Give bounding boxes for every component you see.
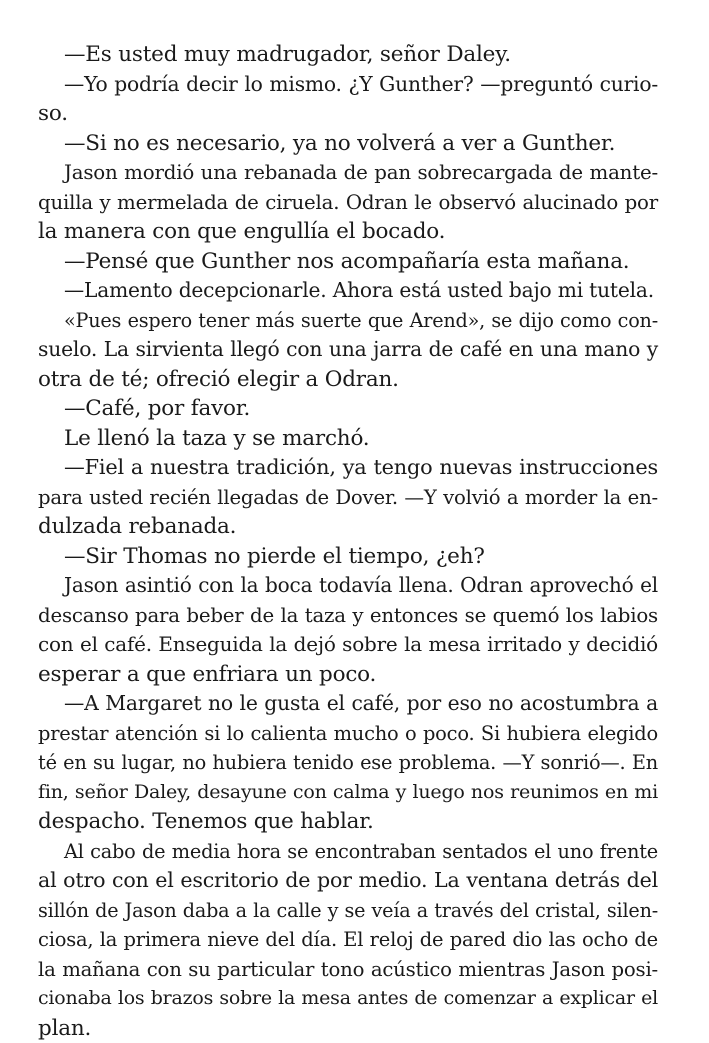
text-line: descanso para beber de la taza y entonces se quemó los labios xyxy=(38,601,658,631)
book-page xyxy=(38,40,658,1043)
text-line: «Pues espero tener más suerte que Arend», se dijo como con- xyxy=(38,306,658,336)
text-line: para usted recién llegadas de Dover. —Y volvió a morder la en- xyxy=(38,483,658,513)
text-line: la mañana con su particular tono acústico mientras Jason posi- xyxy=(38,955,658,985)
text-line: cionaba los brazos sobre la mesa antes de comenzar a explicar el xyxy=(38,984,658,1014)
text-line: fin, señor Daley, desayune con calma y luego nos reunimos en mi xyxy=(38,778,658,808)
text-line: con el café. Enseguida la dejó sobre la mesa irritado y decidió xyxy=(38,630,658,660)
text-line: —Sir Thomas no pierde el tiempo, ¿eh? xyxy=(38,542,658,572)
text-line: plan. xyxy=(38,1014,658,1043)
text-line: suelo. La sirvienta llegó con una jarra de café en una mano y xyxy=(38,335,658,365)
text-line: Jason asintió con la boca todavía llena. Odran aprovechó el xyxy=(38,571,658,601)
text-line: quilla y mermelada de ciruela. Odran le observó alucinado por xyxy=(38,188,658,218)
text-line: —Pensé que Gunther nos acompañaría esta mañana. xyxy=(38,247,658,277)
text-line: sillón de Jason daba a la calle y se veía a través del cristal, silen- xyxy=(38,896,658,926)
text-line: —Es usted muy madrugador, señor Daley. xyxy=(38,40,658,70)
text-line: Jason mordió una rebanada de pan sobrecargada de mante- xyxy=(38,158,658,188)
text-line: —Café, por favor. xyxy=(38,394,658,424)
text-line: ciosa, la primera nieve del día. El reloj de pared dio las ocho de xyxy=(38,925,658,955)
text-line: Le llenó la taza y se marchó. xyxy=(38,424,658,454)
text-line: despacho. Tenemos que hablar. xyxy=(38,807,658,837)
text-line: —Fiel a nuestra tradición, ya tengo nuevas instrucciones xyxy=(38,453,658,483)
text-line: so. xyxy=(38,99,658,129)
text-line: —Lamento decepcionarle. Ahora está usted bajo mi tutela. xyxy=(38,276,658,306)
text-line: esperar a que enfriara un poco. xyxy=(38,660,658,690)
text-line: té en su lugar, no hubiera tenido ese problema. —Y sonrió—. En xyxy=(38,748,658,778)
text-line: —Si no es necesario, ya no volverá a ver a Gunther. xyxy=(38,129,658,159)
text-line: dulzada rebanada. xyxy=(38,512,658,542)
text-line: —A Margaret no le gusta el café, por eso no acostumbra a xyxy=(38,689,658,719)
text-line: la manera con que engullía el bocado. xyxy=(38,217,658,247)
text-line: prestar atención si lo calienta mucho o poco. Si hubiera elegido xyxy=(38,719,658,749)
text-line: —Yo podría decir lo mismo. ¿Y Gunther? —preguntó curio- xyxy=(38,70,658,100)
text-line: al otro con el escritorio de por medio. La ventana detrás del xyxy=(38,866,658,896)
text-line: otra de té; ofreció elegir a Odran. xyxy=(38,365,658,395)
text-line: Al cabo de media hora se encontraban sentados el uno frente xyxy=(38,837,658,867)
